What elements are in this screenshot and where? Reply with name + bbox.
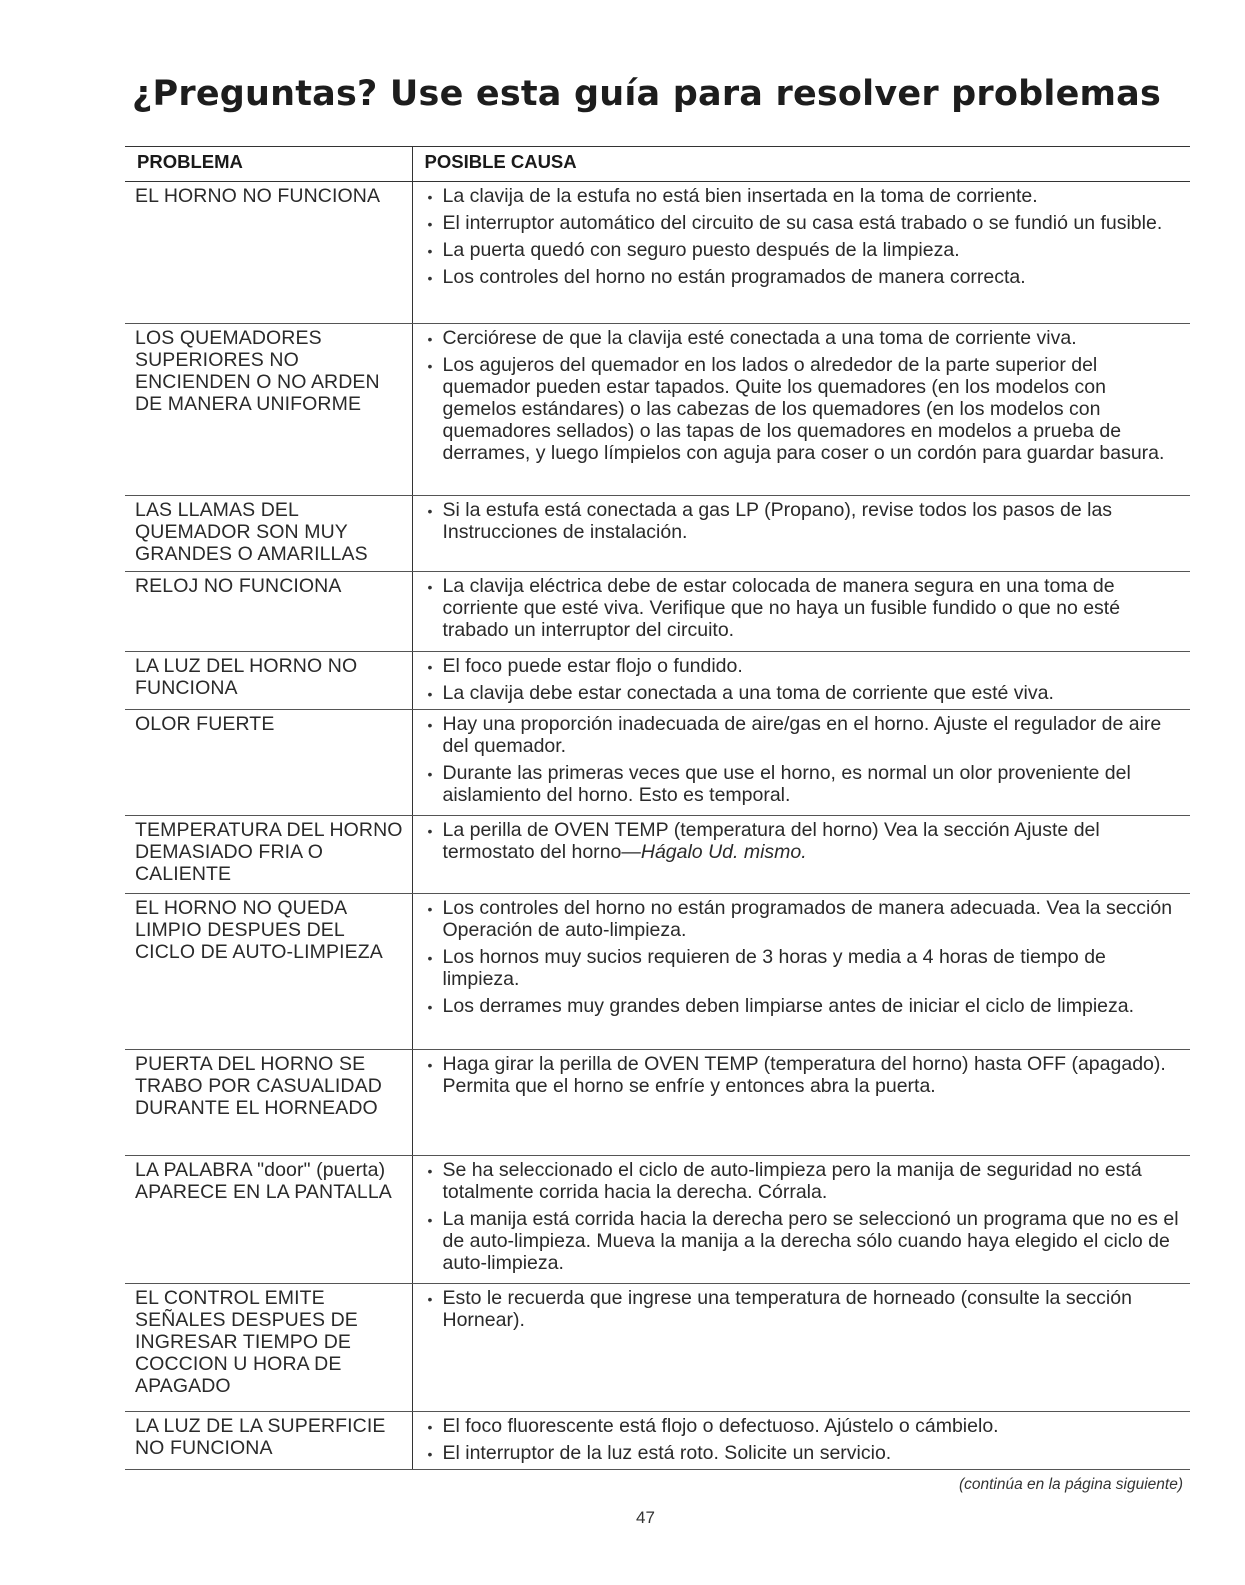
page-number: 47 xyxy=(636,1508,655,1527)
cause-item xyxy=(425,897,1185,941)
bullet-icon: • xyxy=(427,766,433,782)
problem-cell: EL HORNO NO FUNCIONA xyxy=(125,182,412,324)
bullet-icon: • xyxy=(427,1291,433,1307)
bullet-icon: • xyxy=(427,823,433,839)
cause-cell xyxy=(412,710,1190,816)
cause-item xyxy=(425,1053,1185,1097)
cause-text: Cerciórese de que la clavija esté conectada a una toma de corriente viva. xyxy=(442,327,1077,349)
cause-item xyxy=(425,212,1185,234)
cause-cell xyxy=(412,816,1190,894)
table-row xyxy=(125,496,1190,572)
cause-text: Haga girar la perilla de OVEN TEMP (temperatura del horno) hasta OFF (apagado). Permita que el horno se enfríe y entonces abra la puerta. xyxy=(442,1053,1166,1097)
cause-item xyxy=(425,819,1185,863)
problem-cell: PUERTA DEL HORNO SE TRABO POR CASUALIDAD DURANTE EL HORNEADO xyxy=(125,1050,412,1156)
problem-cell: TEMPERATURA DEL HORNO DEMASIADO FRIA O CALIENTE xyxy=(125,816,412,894)
bullet-icon: • xyxy=(427,901,433,917)
table-row xyxy=(125,1050,1190,1156)
table-row xyxy=(125,652,1190,710)
cause-text: El interruptor automático del circuito de su casa está trabado o se fundió un fusible. xyxy=(442,212,1163,234)
cause-text: La puerta quedó con seguro puesto después de la limpieza. xyxy=(442,239,960,261)
cause-text: Los derrames muy grandes deben limpiarse antes de iniciar el ciclo de limpieza. xyxy=(442,995,1135,1017)
page-title: ¿Preguntas? Use esta guía para resolver problemas xyxy=(132,74,1162,114)
problem-cell: LA PALABRA "door" (puerta) APARECE EN LA PANTALLA xyxy=(125,1156,412,1284)
cause-text: El foco fluorescente está flojo o defectuoso. Ajústelo o cámbielo. xyxy=(442,1415,999,1437)
problem-cell: LA LUZ DE LA SUPERFICIE NO FUNCIONA xyxy=(125,1412,412,1470)
cause-item xyxy=(425,327,1185,349)
cause-text xyxy=(443,819,1100,863)
cause-cell xyxy=(412,572,1190,652)
bullet-icon: • xyxy=(427,358,433,374)
cause-text: Los controles del horno no están programados de manera adecuada. Vea la sección Operación de auto-limpieza. xyxy=(442,897,1173,941)
bullet-icon: • xyxy=(427,1212,433,1228)
cause-item xyxy=(425,762,1185,806)
table-row xyxy=(125,1412,1190,1470)
cause-item xyxy=(425,946,1185,990)
cause-cell xyxy=(412,652,1190,710)
cause-text: La clavija de la estufa no está bien insertada en la toma de corriente. xyxy=(442,185,1038,207)
bullet-icon: • xyxy=(427,216,433,232)
bullet-icon: • xyxy=(427,331,433,347)
table-row xyxy=(125,1156,1190,1284)
cause-text: El foco puede estar flojo o fundido. xyxy=(442,655,743,677)
problem-cell: EL CONTROL EMITE SEÑALES DESPUES DE INGRESAR TIEMPO DE COCCION U HORA DE APAGADO xyxy=(125,1284,412,1412)
cause-item xyxy=(425,354,1185,464)
cause-text: Durante las primeras veces que use el horno, es normal un olor proveniente del aislamiento del horno. Esto es temporal. xyxy=(442,762,1131,806)
cause-cell xyxy=(412,1284,1190,1412)
cause-cell xyxy=(412,894,1190,1050)
cause-item xyxy=(425,1287,1185,1331)
cause-text: Los agujeros del quemador en los lados o alrededor de la parte superior del quemador pueden estar tapados. Quite los quemadores (en los modelos con gemelos estándares) o las cabezas de los quemadores (en los modelos con quemadores sellados) o las tapas de los quemadores en modelos a prueba de derrames, y luego límpielos con aguja para coser o un cordón para guardar basura. xyxy=(442,354,1165,464)
cause-item xyxy=(425,1442,1185,1464)
cause-item xyxy=(425,1159,1185,1203)
cause-item xyxy=(425,266,1185,288)
table-row xyxy=(125,182,1190,324)
cause-text: La clavija eléctrica debe de estar colocada de manera segura en una toma de corriente que esté viva. Verifique que no haya un fusible fundido o que no esté trabado un interruptor del circuito. xyxy=(442,575,1121,641)
table-row xyxy=(125,816,1190,894)
cause-text: La clavija debe estar conectada a una toma de corriente que esté viva. xyxy=(442,682,1054,704)
cause-text: Se ha seleccionado el ciclo de auto-limpieza pero la manija de seguridad no está totalmente corrida hacia la derecha. Córrala. xyxy=(442,1159,1142,1203)
cause-text: Si la estufa está conectada a gas LP (Propano), revise todos los pasos de las Instrucciones de instalación. xyxy=(442,499,1113,543)
bullet-icon: • xyxy=(427,1419,433,1435)
cause-text-italic: Hágalo Ud. mismo. xyxy=(640,841,807,863)
problem-column-header: PROBLEMA xyxy=(125,147,412,182)
table-row xyxy=(125,1284,1190,1412)
cause-text: El interruptor de la luz está roto. Solicite un servicio. xyxy=(442,1442,892,1464)
cause-item xyxy=(425,499,1185,543)
continued-note: (continúa en la página siguiente) xyxy=(958,1476,1183,1493)
bullet-icon: • xyxy=(427,270,433,286)
cause-cell xyxy=(412,324,1190,496)
problem-cell: EL HORNO NO QUEDA LIMPIO DESPUES DEL CICLO DE AUTO-LIMPIEZA xyxy=(125,894,412,1050)
cause-text: Los controles del horno no están programados de manera correcta. xyxy=(442,266,1026,288)
cause-item xyxy=(425,655,1185,677)
cause-text: Hay una proporción inadecuada de aire/gas en el horno. Ajuste el regulador de aire del quemador. xyxy=(442,713,1162,757)
problem-cell: LAS LLAMAS DEL QUEMADOR SON MUY GRANDES O AMARILLAS xyxy=(125,496,412,572)
bullet-icon: • xyxy=(427,579,433,595)
bullet-icon: • xyxy=(427,243,433,259)
cause-item xyxy=(425,682,1185,704)
cause-item xyxy=(425,713,1185,757)
cause-item xyxy=(425,239,1185,261)
table-row xyxy=(125,324,1190,496)
bullet-icon: • xyxy=(427,686,433,702)
cause-item xyxy=(425,995,1185,1017)
bullet-icon: • xyxy=(427,503,433,519)
cause-text-lead: La perilla de OVEN TEMP (temperatura del horno) Vea la sección Ajuste del termostato del horno— xyxy=(442,819,1100,863)
bullet-icon: • xyxy=(427,950,433,966)
table-row xyxy=(125,894,1190,1050)
problem-cell: RELOJ NO FUNCIONA xyxy=(125,572,412,652)
troubleshooting-table xyxy=(125,146,1190,1470)
bullet-icon: • xyxy=(427,1163,433,1179)
problem-cell: LOS QUEMADORES SUPERIORES NO ENCIENDEN O NO ARDEN DE MANERA UNIFORME xyxy=(125,324,412,496)
bullet-icon: • xyxy=(427,1446,433,1462)
cause-column-header: POSIBLE CAUSA xyxy=(412,147,1190,182)
cause-cell xyxy=(412,496,1190,572)
cause-cell xyxy=(412,1050,1190,1156)
problem-cell: OLOR FUERTE xyxy=(125,710,412,816)
bullet-icon: • xyxy=(427,189,433,205)
table-header-row xyxy=(125,147,1190,182)
cause-text: La manija está corrida hacia la derecha pero se seleccionó un programa que no es el de auto-limpieza. Mueva la manija a la derecha sólo cuando haya elegido el ciclo de auto-limpieza. xyxy=(442,1208,1179,1274)
cause-item xyxy=(425,575,1185,641)
bullet-icon: • xyxy=(427,1057,433,1073)
bullet-icon: • xyxy=(427,659,433,675)
cause-item xyxy=(425,1415,1185,1437)
cause-item xyxy=(425,185,1185,207)
cause-cell xyxy=(412,1412,1190,1470)
cause-text: Los hornos muy sucios requieren de 3 horas y media a 4 horas de tiempo de limpieza. xyxy=(442,946,1106,990)
table-row xyxy=(125,710,1190,816)
table-row xyxy=(125,572,1190,652)
bullet-icon: • xyxy=(427,999,433,1015)
problem-cell: LA LUZ DEL HORNO NO FUNCIONA xyxy=(125,652,412,710)
cause-text: Esto le recuerda que ingrese una temperatura de horneado (consulte la sección Hornear). xyxy=(442,1287,1132,1331)
cause-item xyxy=(425,1208,1185,1274)
cause-cell xyxy=(412,1156,1190,1284)
bullet-icon: • xyxy=(427,717,433,733)
cause-cell xyxy=(412,182,1190,324)
